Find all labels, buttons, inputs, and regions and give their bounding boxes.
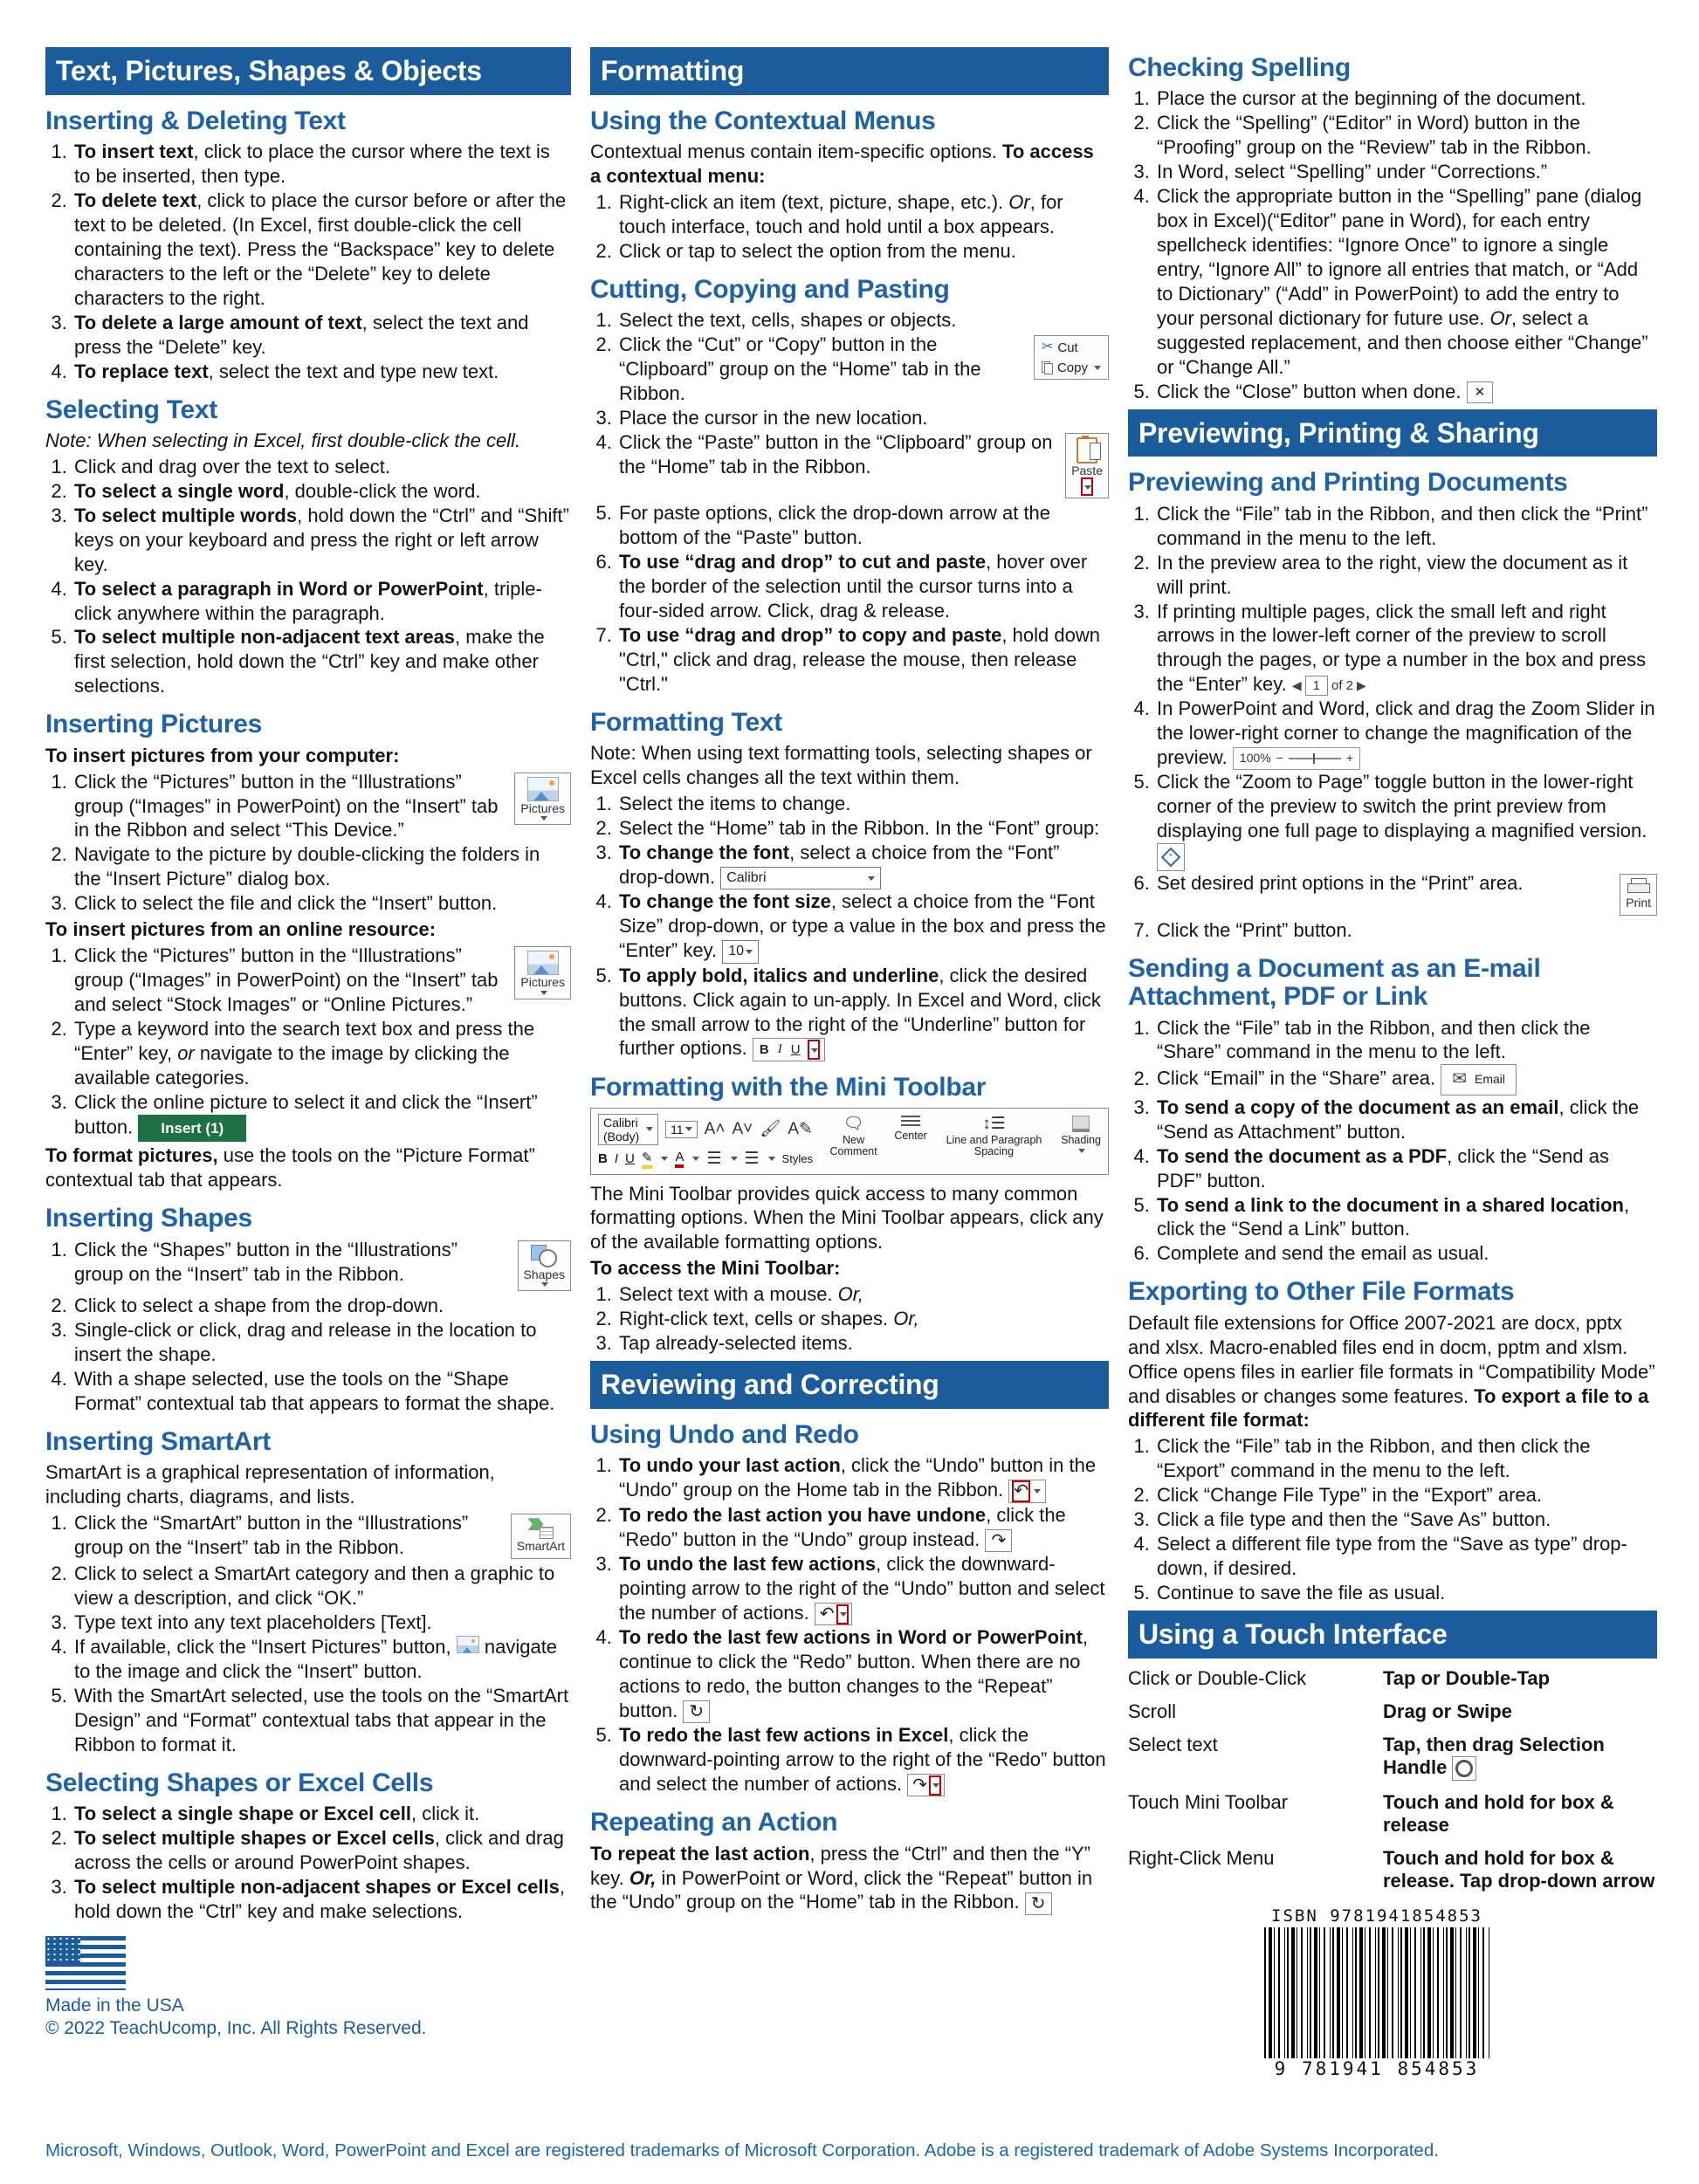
- underline-button-icon: U: [790, 1042, 801, 1058]
- zoom-value: 100%: [1239, 751, 1271, 766]
- printer-glyph-icon: [1627, 878, 1650, 896]
- previous-page-icon: ◀: [1291, 677, 1302, 692]
- paragraph: To insert pictures from your computer:: [45, 744, 400, 766]
- numbered-list: [45, 770, 571, 917]
- list-item: 5. For paste options, click the drop-down arrow at the bottom of the “Paste” button.: [617, 501, 1109, 550]
- list-item: 5. To apply bold, italics and underline, click the desired buttons. Click again to un-apply. In Excel and Word, click the small arrow to the right of the “Underline” button for further options. B I U: [617, 964, 1109, 1062]
- insert-pictures-icon: [457, 1636, 479, 1653]
- mini-highlight-icon: ✎: [642, 1150, 653, 1169]
- list-item: 1. To select a single shape or Excel cell, click it.: [72, 1802, 571, 1826]
- list-item: 3. Click the online picture to select it and click the “Insert” button. Insert (1): [72, 1090, 571, 1143]
- touch-table-action: Right-Click Menu: [1128, 1846, 1275, 1869]
- barcode-bars: [1264, 1927, 1489, 2058]
- list-item: 5. To redo the last few actions in Excel, click the downward-pointing arrow to the right of the “Redo” button and select the number of actions. ↷: [617, 1723, 1109, 1796]
- numbered-list: [590, 308, 1109, 697]
- trademark-line: Microsoft, Windows, Outlook, Word, PowerPoint and Excel are registered trademarks of Microsoft Corporation. Adobe is a registered trademark of Adobe Systems Incorporated.: [45, 2140, 1439, 2160]
- list-item: 1. Click the “File” tab in the Ribbon, and then click the “Print” command in the menu to the left.: [1155, 502, 1657, 551]
- list-item: 3. To send a copy of the document as an email, click the “Send as Attachment” button.: [1155, 1095, 1657, 1144]
- flag-canton: [45, 1936, 80, 1962]
- touch-table-action: Click or Double-Click: [1128, 1666, 1307, 1689]
- list-item: 4. To send the document as a PDF, click the “Send as PDF” button.: [1155, 1144, 1657, 1193]
- page-number-box: 1: [1305, 676, 1328, 696]
- list-item: 5. Continue to save the file as usual.: [1155, 1581, 1657, 1605]
- section-bar: Reviewing and Correcting: [590, 1361, 1109, 1409]
- chevron-down-icon: [541, 1282, 548, 1287]
- print-button-icon: [1620, 874, 1657, 916]
- list-item: 3. Click a file type and then the “Save As” button.: [1155, 1508, 1657, 1532]
- close-button-icon: ✕: [1467, 381, 1494, 403]
- image-glyph-icon: [527, 951, 559, 975]
- section-heading: Checking Spelling: [1128, 53, 1351, 82]
- touch-table-gesture: Tap or Double-Tap: [1383, 1666, 1551, 1689]
- undo-dropdown-icon: [815, 1603, 852, 1625]
- list-item: 3. Type text into any text placeholders [Text].: [72, 1611, 571, 1635]
- mini-italic-icon: I: [614, 1151, 619, 1167]
- column-right: [1128, 42, 1657, 2079]
- section-heading: Inserting Pictures: [45, 710, 263, 739]
- section-heading: Repeating an Action: [590, 1808, 838, 1837]
- bold-italic-underline-buttons-icon: [753, 1038, 825, 1061]
- section-bar: Previewing, Printing & Sharing: [1128, 409, 1657, 457]
- list-item: 5. To select multiple non-adjacent text areas, make the first selection, hold down the “Ctrl” key and make other selections.: [72, 625, 571, 698]
- numbered-list: [590, 1453, 1109, 1796]
- chevron-down-icon: [646, 1127, 653, 1131]
- repeat-arrow-icon: ↻: [1030, 1893, 1046, 1913]
- chevron-down-icon: [811, 1048, 818, 1053]
- list-item: 3. Click to select the file and click the “Insert” button.: [72, 891, 571, 916]
- list-item: 2. Navigate to the picture by double-clicking the folders in the “Insert Picture” dialog box.: [72, 842, 571, 891]
- slider-track: [1289, 758, 1341, 759]
- mini-toolbar-group-label: Shading: [1061, 1133, 1101, 1146]
- section-bar: Formatting: [590, 47, 1109, 95]
- cut-copy-buttons-icon: [1034, 335, 1109, 379]
- list-item: 5. Click the “Zoom to Page” toggle button in the lower-right corner of the preview to switch the print preview from displaying one full page to displaying a magnified version.: [1155, 770, 1657, 871]
- touch-table-action: Touch Mini Toolbar: [1128, 1790, 1289, 1813]
- list-item: 4. If available, click the “Insert Pictures” button, navigate to the image and click the “Insert” button.: [72, 1635, 571, 1684]
- numbered-list: [1128, 1434, 1657, 1605]
- list-item: 2. Type a keyword into the search text box and press the “Enter” key, or navigate to the image by clicking the available categories.: [72, 1017, 571, 1090]
- numbered-list: [45, 1511, 571, 1756]
- paragraph: To access the Mini Toolbar:: [590, 1257, 841, 1280]
- list-item: 1. To insert text, click to place the cursor where the text is to be inserted, then type.: [72, 140, 571, 189]
- chevron-down-icon: [932, 1783, 939, 1788]
- chevron-down-icon: [1034, 1489, 1041, 1494]
- list-item: 4. Paste Click the “Paste” button in the “Clipboard” group on the “Home” tab in the Ribbon.: [617, 430, 1109, 502]
- numbered-list: [1128, 502, 1657, 943]
- numbered-list: [1128, 1016, 1657, 1267]
- list-item: 4. Click the appropriate button in the “Spelling” pane (dialog box in Excel)(“Editor” pane in Word), for each entry spellcheck identifies: “Ignore Once” to ignore a single entry, “Ignore All” to ignore all entries that match, or “Add to Dictionary” (“Add” in PowerPoint) to add the entry to your personal dictionary for future use. Or, select a suggested replacement, and then choose either “Change” or “Change All.”: [1155, 184, 1657, 380]
- list-item: 3. To select multiple non-adjacent shapes or Excel cells, hold down the “Ctrl” key and make selections.: [72, 1875, 571, 1924]
- zoom-in-icon: +: [1345, 751, 1354, 766]
- list-item: 1. SmartArt Click the “SmartArt” button in the “Illustrations” group on the “Insert” tab in the Ribbon.: [72, 1511, 571, 1562]
- paragraph: Contextual menus contain item-specific options. To access a contextual menu:: [590, 141, 1094, 188]
- chevron-down-icon: [685, 1127, 692, 1131]
- list-item: 2. Right-click text, cells or shapes. Or,: [617, 1307, 1109, 1331]
- clipboard-icon: [1076, 437, 1097, 464]
- mini-toolbar-group-label: New Comment: [829, 1133, 877, 1158]
- cut-label: Cut: [1057, 340, 1078, 355]
- shading-icon: [1072, 1116, 1090, 1132]
- redo-arrow-icon: ↷: [912, 1775, 927, 1796]
- email-button-icon: [1441, 1064, 1517, 1095]
- section-heading: Using the Contextual Menus: [590, 106, 936, 135]
- list-item: 2. In the preview area to the right, view the document as it will print.: [1155, 551, 1657, 600]
- cut-button-icon: [1042, 339, 1078, 356]
- list-item: 1. Select the text, cells, shapes or objects.: [617, 308, 1109, 333]
- copy-button-icon: [1042, 360, 1101, 376]
- list-item: 2. Click the “Spelling” (“Editor” in Word) button in the “Proofing” group on the “Review” tab in the Ribbon.: [1155, 111, 1657, 160]
- copy-glyph-icon: [1042, 361, 1053, 374]
- selection-handle-icon: [1452, 1756, 1476, 1781]
- list-item: 3. Single-click or click, drag and release in the location to insert the shape.: [72, 1318, 571, 1367]
- zoom-to-page-icon: [1157, 843, 1185, 871]
- chevron-down-icon: [661, 1157, 668, 1161]
- paragraph: To repeat the last action, press the “Ctrl” and then the “Y” key. Or, in PowerPoint or Word, click the “Repeat” button in the “Undo” group on the “Home” tab in the Ribbon. ↻: [590, 1842, 1093, 1913]
- list-item: 5. Click the “Close” button when done. ✕: [1155, 380, 1657, 404]
- chevron-down-icon: [1094, 366, 1101, 370]
- list-item: 2. Click or tap to select the option from the menu.: [617, 239, 1109, 264]
- undo-options-arrow-icon: [838, 1606, 847, 1623]
- section-bar: Using a Touch Interface: [1128, 1611, 1657, 1659]
- mini-toolbar-group-label: Center: [894, 1129, 927, 1142]
- font-dropdown-value: Calibri: [726, 870, 767, 886]
- paragraph: SmartArt is a graphical representation of information, including charts, diagrams, and lists.: [45, 1461, 495, 1508]
- smartart-button-label: 1. SmartArt: [516, 1539, 565, 1554]
- section-bar: Text, Pictures, Shapes & Objects: [45, 47, 571, 95]
- list-item: 3. To undo the last few actions, click the downward-pointing arrow to the right of the “Undo” button and select the number of actions. ↶: [617, 1552, 1109, 1625]
- list-item: 1. Shapes Click the “Shapes” button in the “Illustrations” group on the “Insert” tab in the Ribbon.: [72, 1238, 571, 1295]
- section-heading: Inserting & Deleting Text: [45, 106, 346, 135]
- touch-interface-table: [1128, 1667, 1657, 1892]
- image-glyph-icon: [527, 777, 559, 801]
- touch-table-gesture: Drag or Swipe: [1383, 1700, 1512, 1722]
- numbered-list: [590, 792, 1109, 1061]
- section-heading: Using Undo and Redo: [590, 1419, 859, 1449]
- section-heading: Sending a Document as an E-mail Attachment, PDF or Link: [1128, 953, 1541, 1012]
- chevron-down-icon: [840, 1612, 847, 1617]
- section-heading: Formatting Text: [590, 707, 782, 737]
- list-item: 4. In PowerPoint and Word, click and drag the Zoom Slider in the lower-right corner to change the magnification of the preview. 100% − +: [1155, 697, 1657, 770]
- touch-table-gesture: Tap, then drag Selection Handle: [1383, 1734, 1657, 1781]
- list-item: 5. With the SmartArt selected, use the tools on the “SmartArt Design” and “Format” contextual tabs that appear in the Ribbon to format it.: [72, 1684, 571, 1757]
- mini-toolbar-group: [894, 1114, 927, 1143]
- list-item: 1. Select the items to change.: [617, 792, 1109, 816]
- touch-table-gesture: Touch and hold for box & release. Tap drop-down arrow: [1383, 1846, 1655, 1892]
- paste-label: 4. Paste: [1071, 463, 1103, 477]
- underline-options-arrow-icon: [809, 1041, 818, 1058]
- undo-arrow-icon: ↶: [819, 1604, 835, 1624]
- mini-font-color-icon: A: [675, 1150, 684, 1168]
- numbered-list: [45, 140, 571, 383]
- chevron-down-icon: [692, 1157, 699, 1161]
- mini-font-dropdown: Calibri (Body): [598, 1114, 658, 1145]
- envelope-icon: ✉: [1452, 1069, 1467, 1089]
- mini-styles-label: Styles: [781, 1152, 813, 1166]
- paragraph: To insert pictures from an online resource:: [45, 918, 437, 941]
- line-spacing-icon: ↕☰: [982, 1114, 1006, 1133]
- list-item: 6. Complete and send the email as usual.: [1155, 1241, 1657, 1266]
- isbn-number-bottom: 9 781941 854853: [1274, 2057, 1480, 2079]
- smartart-glyph-icon: [527, 1518, 554, 1539]
- paragraph: To format pictures, use the tools on the “Picture Format” contextual tab that appears.: [45, 1144, 535, 1192]
- copyright-line: © 2022 TeachUcomp, Inc. All Rights Reserved.: [45, 2017, 427, 2038]
- list-item: 3. To delete a large amount of text, select the text and press the “Delete” key.: [72, 311, 571, 360]
- section-heading: Exporting to Other File Formats: [1128, 1277, 1515, 1307]
- mini-toolbar-group-label: Line and Paragraph Spacing: [946, 1133, 1042, 1158]
- made-in-usa-label: Made in the USA: [45, 1995, 184, 2016]
- email-label: Email: [1474, 1072, 1505, 1087]
- mini-underline-icon: U: [625, 1151, 635, 1167]
- list-item: 2. Click “Change File Type” in the “Export” area.: [1155, 1483, 1657, 1508]
- mini-toolbar-figure: [590, 1108, 1109, 1175]
- redo-arrow-icon: ↷: [991, 1531, 1007, 1551]
- pictures-button-icon: [514, 946, 571, 999]
- copy-label: Copy: [1056, 360, 1088, 375]
- list-item: 7. Click the “Print” button.: [1155, 918, 1657, 943]
- section-heading: Inserting Shapes: [45, 1204, 252, 1233]
- mini-numbering-icon: ☰: [744, 1150, 760, 1169]
- list-item: 3. Tap already-selected items.: [617, 1331, 1109, 1356]
- list-item: 4. Select a different file type from the “Save as type” drop-down, if desired.: [1155, 1532, 1657, 1581]
- zoom-slider-icon: [1233, 747, 1360, 770]
- list-item: 1. Right-click an item (text, picture, shape, etc.). Or, for touch interface, touch and hold until a box appears.: [617, 190, 1109, 239]
- chevron-down-icon: [1084, 485, 1091, 490]
- paragraph: Default file extensions for Office 2007-2021 are docx, pptx and xlsx. Macro-enabled files end in docm, pptm and xlsm. Office opens files in earlier file formats in “Compatibility Mode” and disables or changes some features. To export a file to a different file format:: [1128, 1311, 1655, 1432]
- italic-button-icon: I: [777, 1042, 782, 1057]
- paragraph: The Mini Toolbar provides quick access to many common formatting options. When the Mini Toolbar appears, click any of the available formatting options.: [590, 1182, 1104, 1253]
- shapes-button-icon: [518, 1240, 571, 1292]
- shapes-button-label: 1. Shapes: [523, 1267, 565, 1281]
- numbered-list: [45, 1238, 571, 1416]
- pictures-button-label: 1. Pictures: [520, 975, 565, 990]
- list-item: 2. Click “Email” in the “Share” area. ✉ Email: [1155, 1064, 1657, 1095]
- list-item: 2. Click to select a shape from the drop-down.: [72, 1294, 571, 1318]
- list-item: 4. To select a paragraph in Word or PowerPoint, triple-click anywhere within the paragraph.: [72, 577, 571, 626]
- list-item: 2. To select a single word, double-click the word.: [72, 479, 571, 504]
- list-item: 3. In Word, select “Spelling” under “Corrections.”: [1155, 160, 1657, 184]
- chevron-down-icon: [540, 991, 547, 995]
- made-in-usa-block: [45, 1936, 571, 2039]
- mini-toolbar-group: [1061, 1114, 1101, 1154]
- repeat-arrow-icon: ↻: [689, 1702, 705, 1722]
- list-item: 3. To select multiple words, hold down the “Ctrl” and “Shift” keys on your keyboard and press the right or left arrow key.: [72, 504, 571, 577]
- list-item: 1. Select text with a mouse. Or,: [617, 1282, 1109, 1307]
- list-item: 7. To use “drag and drop” to copy and paste, hold down "Ctrl," click and drag, release the mouse, then release "Ctrl.": [617, 623, 1109, 697]
- chevron-down-icon: [868, 876, 875, 881]
- insert-button: Insert (1): [138, 1115, 246, 1143]
- list-item: 2. Click to select a SmartArt category and then a graphic to view a description, and click “OK.”: [72, 1562, 571, 1611]
- shapes-glyph-icon: [531, 1245, 557, 1267]
- list-item: 6. To use “drag and drop” to cut and paste, hover over the border of the selection until the cursor turns into a four-sided arrow. Click, drag & release.: [617, 550, 1109, 623]
- list-item: 1. Click the “File” tab in the Ribbon, and then click the “Export” command in the menu to the left.: [1155, 1434, 1657, 1483]
- list-item: 4. To replace text, select the text and type new text.: [72, 360, 571, 384]
- section-heading: Previewing and Printing Documents: [1128, 468, 1568, 498]
- numbered-list: [1128, 86, 1657, 403]
- touch-table-action: Select text: [1128, 1733, 1218, 1755]
- mini-size-dropdown: 11: [665, 1121, 698, 1138]
- list-item: 3. If printing multiple pages, click the small left and right arrows in the lower-left corner of the preview to scroll through the pages, or type a number in the box and press the “Enter” key. ◀ 1 of 2 ▶: [1155, 600, 1657, 697]
- chevron-down-icon: [746, 950, 753, 954]
- font-size-dropdown: [722, 940, 759, 963]
- list-item: 1. Click the “File” tab in the Ribbon, and then click the “Share” command in the menu to the left.: [1155, 1016, 1657, 1065]
- list-item: 2. To delete text, click to place the cursor before or after the text to be deleted. (In Excel, first double-click the cell containing the text). Press the “Backspace” key to delete characters to the left or the “Delete” key to delete characters to the right.: [72, 189, 571, 311]
- chevron-down-icon: [731, 1157, 738, 1161]
- list-item: 1. Click and drag over the text to select.: [72, 455, 571, 479]
- chevron-down-icon: [1078, 1149, 1085, 1153]
- list-item: 6. Print Set desired print options in the “Print” area.: [1155, 871, 1657, 918]
- shrink-font-icon: A˅: [732, 1120, 753, 1139]
- us-flag-icon: [45, 1936, 126, 1990]
- list-item: 1. Pictures Click the “Pictures” button in the “Illustrations” group (“Images” in PowerPoint) on the “Insert” tab and select “Stock Images” or “Online Pictures.”: [72, 944, 571, 1017]
- section-heading: Formatting with the Mini Toolbar: [590, 1073, 987, 1102]
- list-item: 4. With a shape selected, use the tools on the “Shape Format” contextual tab that appears to format the shape.: [72, 1367, 571, 1416]
- list-item: 4. To redo the last few actions in Word or PowerPoint, continue to click the “Redo” button. When there are no actions to redo, the button changes to the “Repeat” button. ↻: [617, 1625, 1109, 1723]
- list-item: 2. Select the “Home” tab in the Ribbon. In the “Font” group:: [617, 816, 1109, 841]
- smartart-button-icon: [511, 1514, 571, 1559]
- font-size-value: 10: [728, 944, 744, 959]
- list-item: 1. To undo your last action, click the “Undo” button in the “Undo” group on the Home tab in the Ribbon. ↶: [617, 1453, 1109, 1503]
- page-navigation-icon: [1292, 676, 1366, 696]
- mini-toolbar-group: [939, 1114, 1049, 1159]
- section-heading: Cutting, Copying and Pasting: [590, 274, 950, 304]
- column-left: [45, 42, 571, 2039]
- paste-button-icon: [1065, 433, 1109, 499]
- chevron-down-icon: [540, 816, 547, 821]
- numbered-list: [45, 1802, 571, 1924]
- list-item: 1. Pictures Click the “Pictures” button in the “Illustrations” group (“Images” in PowerPoint) on the “Insert” tab in the Ribbon and select “This Device.”: [72, 770, 571, 843]
- list-item: 3. To change the font, select a choice from the “Font” drop-down. Calibri: [617, 841, 1109, 889]
- list-item: 4. To change the font size, select a choice from the “Font Size” drop-down, or type a value in the box and press the “Enter” key. 10: [617, 889, 1109, 963]
- grow-font-icon: A˄: [704, 1120, 726, 1139]
- mini-bold-icon: B: [598, 1151, 608, 1167]
- redo-options-arrow-icon: [931, 1777, 939, 1794]
- pictures-button-label: 1. Pictures: [520, 800, 565, 815]
- next-page-icon: ▶: [1357, 677, 1366, 692]
- pictures-button-icon: [514, 773, 571, 826]
- section-heading: Selecting Text: [45, 395, 217, 424]
- numbered-list: [590, 1282, 1109, 1356]
- numbered-list: [45, 944, 571, 1142]
- touch-table-gesture: Touch and hold for box & release: [1383, 1790, 1614, 1836]
- chevron-down-icon: [768, 1157, 775, 1161]
- format-painter-icon: 🖌: [760, 1120, 781, 1139]
- center-icon: [901, 1116, 920, 1128]
- styles-pen-icon: A✎: [788, 1120, 813, 1139]
- paragraph: Note: When selecting in Excel, first double-click the cell.: [45, 429, 521, 451]
- section-heading: Selecting Shapes or Excel Cells: [45, 1768, 434, 1797]
- font-dropdown: [720, 867, 881, 889]
- print-label: 6. Print: [1626, 896, 1651, 910]
- column-middle: [590, 42, 1109, 1917]
- touch-table-action: Scroll: [1128, 1700, 1177, 1722]
- list-item: 3. Place the cursor in the new location.: [617, 406, 1109, 430]
- isbn-number: ISBN 9781941854853: [1271, 1906, 1482, 1926]
- list-item: 2. To redo the last action you have undone, click the “Redo” button in the “Undo” group instead. ↷: [617, 1503, 1109, 1552]
- repeat-button-icon: [1025, 1892, 1052, 1915]
- new-comment-icon: 🗨: [843, 1114, 864, 1133]
- isbn-barcode: [1259, 1906, 1495, 2079]
- paste-dropdown-icon: [1083, 479, 1091, 495]
- page-of-label: of 2: [1331, 677, 1354, 693]
- section-heading: Inserting SmartArt: [45, 1427, 271, 1457]
- bold-button-icon: B: [759, 1042, 769, 1058]
- zoom-out-icon: −: [1276, 751, 1283, 766]
- mini-bullets-icon: ☰: [706, 1150, 722, 1169]
- numbered-list: [45, 455, 571, 698]
- list-item: 2. To select multiple shapes or Excel cells, click and drag across the cells or around PowerPoint shapes.: [72, 1826, 571, 1875]
- repeat-button-icon: [683, 1700, 710, 1723]
- list-item: 5. To send a link to the document in a shared location, click the “Send a Link” button.: [1155, 1193, 1657, 1242]
- undo-button-icon: [1008, 1480, 1046, 1503]
- undo-arrow-icon: ↶: [1014, 1480, 1029, 1501]
- list-item: 1. Place the cursor at the beginning of the document.: [1155, 86, 1657, 111]
- redo-button-icon: [985, 1529, 1012, 1552]
- redo-dropdown-icon: [907, 1774, 945, 1796]
- paragraph: Note: When using text formatting tools, selecting shapes or Excel cells changes all the text within them.: [590, 742, 1092, 789]
- list-item: 2. ✂ Cut Copy Click the “Cut” or “Copy” button in the “Clipboard” group on the “Home” tab in the Ribbon.: [617, 333, 1109, 406]
- scissors-icon: 2. ✂: [1041, 340, 1054, 355]
- numbered-list: [590, 190, 1109, 264]
- mini-toolbar-group: [825, 1114, 882, 1159]
